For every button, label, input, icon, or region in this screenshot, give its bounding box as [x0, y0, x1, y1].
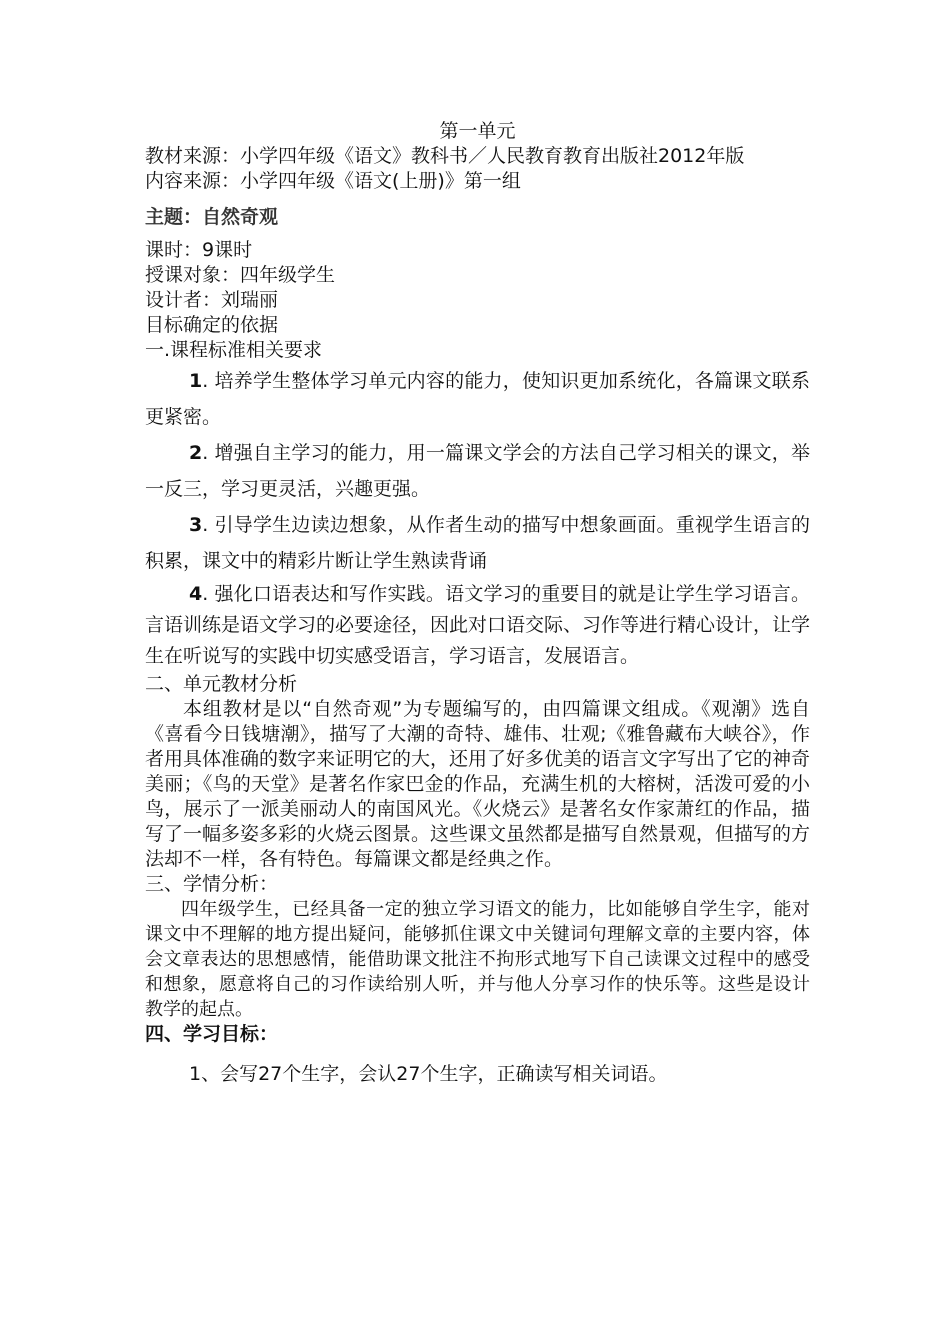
unit-title: 第一单元 — [439, 120, 516, 142]
section3-paragraph: 四年级学生，已经具备一定的独立学习语文的能力，比如能够自学生字，能对课文中不理解的地方提出疑问，能够抓住课文中关键词句理解文章的主要内容，体会文章表达的思想感情，能借助课文批注不拘形式地写下自己读课文过程中的感受和想象，愿意将自己的习作读给别人听，并与他人分享习作的快乐等。这些是设计教学的起点。 — [145, 899, 810, 1020]
theme-label: 主题： — [145, 206, 203, 228]
requirement-number: 3 — [189, 514, 203, 536]
theme-line — [145, 205, 810, 230]
section3-heading: 三、学情分析： — [145, 873, 279, 895]
requirement-text: . 引导学生边读边想象，从作者生动的描写中想象画面。重视学生语言的积累，课文中的精彩片断让学生熟读背诵 — [145, 514, 810, 572]
requirement-3 — [145, 507, 810, 579]
requirement-number: 1 — [189, 370, 203, 392]
basis-heading: 目标确定的依据 — [145, 314, 279, 336]
requirement-text: . 增强自主学习的能力，用一篇课文学会的方法自己学习相关的课文，举一反三，学习更灵活，兴趣更强。 — [145, 442, 810, 500]
section2-heading: 二、单元教材分析 — [145, 673, 298, 695]
requirement-text: . 强化口语表达和写作实践。语文学习的重要目的就是让学生学习语言。言语训练是语文学习的必要途径，因此对口语交际、习作等进行精心设计，让学生在听说写的实践中切实感受语言，学习语言，发展语言。 — [145, 583, 811, 667]
source-material-line: 教材来源：小学四年级《语文》教科书／人民教育教育出版社2012年版 — [145, 145, 745, 167]
section2-paragraph: 本组教材是以“自然奇观”为专题编写的，由四篇课文组成。《观潮》选自《喜看今日钱塘潮》，描写了大潮的奇特、雄伟、壮观;《雅鲁藏布大峡谷》，作者用具体准确的数字来证明它的大，还用了好多优美的语言文字写出了它的神奇美丽；《鸟的天堂》是著名作家巴金的作品，充满生机的大榕树，活泼可爱的小鸟，展示了一派美丽动人的南国风光。《火烧云》是著名女作家萧红的作品，描写了一幅多姿多彩的火烧云图景。这些课文虽然都是描写自然景观，但描写的方法却不一样，各有特色。每篇课文都是经典之作。 — [145, 698, 811, 870]
requirement-number: 2 — [189, 442, 203, 464]
goal-1: 1、会写27个生字，会认27个生字，正确读写相关词语。 — [189, 1063, 668, 1085]
hours-line: 课时：9课时 — [145, 239, 253, 261]
document-page — [145, 118, 810, 1089]
audience-line: 授课对象：四年级学生 — [145, 264, 336, 286]
requirement-4 — [145, 579, 810, 672]
requirement-1 — [145, 363, 810, 435]
designer-line: 设计者：刘瑞丽 — [145, 289, 279, 311]
section4-heading: 四、学习目标： — [145, 1023, 279, 1045]
content-source-line: 内容来源：小学四年级《语文(上册)》第一组 — [145, 170, 521, 192]
requirement-number: 4 — [189, 583, 203, 605]
requirement-2 — [145, 435, 810, 507]
theme-value: 自然奇观 — [202, 206, 279, 228]
requirement-text: . 培养学生整体学习单元内容的能力，使知识更加系统化，各篇课文联系更紧密。 — [145, 370, 810, 428]
section1-heading: 一.课程标准相关要求 — [145, 339, 323, 361]
